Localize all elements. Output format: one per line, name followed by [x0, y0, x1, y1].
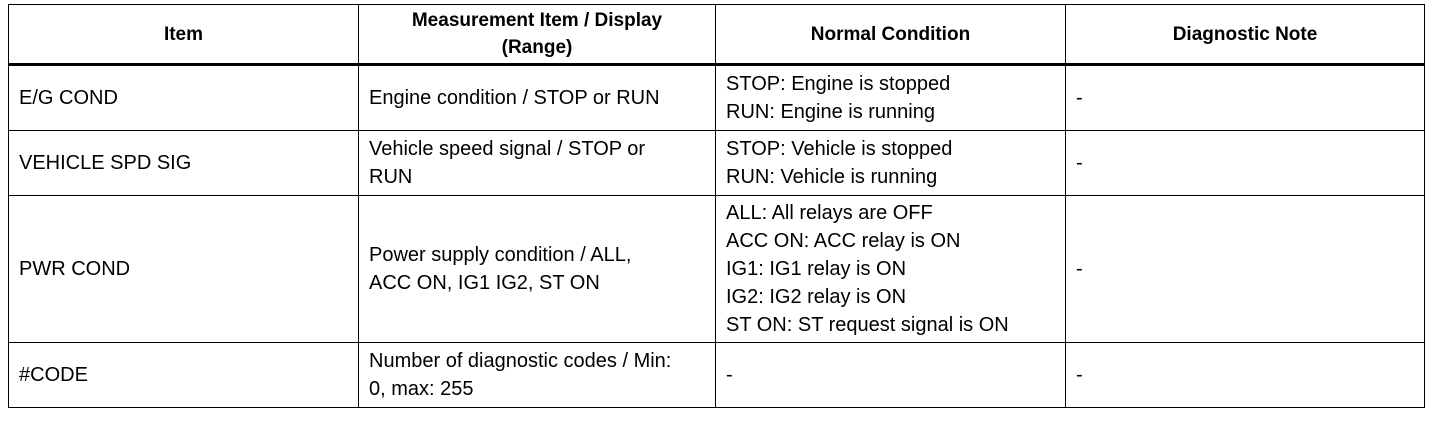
table-row — [9, 343, 1425, 408]
cell-item: #CODE — [9, 343, 359, 408]
cell-line: - — [726, 364, 733, 386]
cell-item: PWR COND — [9, 196, 359, 343]
cell-measurement — [359, 196, 716, 343]
header-measurement-line: Measurement Item / Display — [411, 10, 663, 31]
cell-line: Engine condition / STOP or RUN — [369, 87, 660, 109]
cell-diagnostic-note: - — [1066, 196, 1425, 343]
table-row — [9, 131, 1425, 196]
cell-line: ACC ON, IG1 IG2, ST ON — [369, 272, 600, 294]
cell-diagnostic-note: - — [1066, 131, 1425, 196]
cell-line: ACC ON: ACC relay is ON — [726, 230, 961, 252]
cell-line: 0, max: 255 — [369, 378, 474, 400]
cell-diagnostic-note: - — [1066, 65, 1425, 131]
table-row — [9, 65, 1425, 131]
cell-line: STOP: Vehicle is stopped — [726, 138, 953, 160]
header-measurement-line: (Range) — [501, 37, 573, 58]
header-item: Item — [9, 5, 359, 65]
cell-line: Number of diagnostic codes / Min: — [369, 350, 672, 372]
header-row — [9, 5, 1425, 65]
cell-normal-condition — [716, 131, 1066, 196]
cell-line: Vehicle speed signal / STOP or — [369, 138, 646, 160]
cell-line: Power supply condition / ALL, — [369, 244, 632, 266]
cell-normal-condition — [716, 196, 1066, 343]
cell-line: ALL: All relays are OFF — [726, 202, 933, 224]
cell-diagnostic-note: - — [1066, 343, 1425, 408]
cell-line: RUN: Engine is running — [726, 101, 935, 123]
cell-normal-condition — [716, 65, 1066, 131]
cell-line: RUN — [369, 166, 413, 188]
cell-line: RUN: Vehicle is running — [726, 166, 938, 188]
cell-line: IG2: IG2 relay is ON — [726, 286, 907, 308]
cell-line: STOP: Engine is stopped — [726, 73, 951, 95]
table-row — [9, 196, 1425, 343]
header-diagnostic-note: Diagnostic Note — [1066, 5, 1425, 65]
cell-line: IG1: IG1 relay is ON — [726, 258, 907, 280]
table-body — [9, 65, 1425, 408]
cell-measurement — [359, 65, 716, 131]
cell-item: E/G COND — [9, 65, 359, 131]
cell-measurement — [359, 343, 716, 408]
cell-line: ST ON: ST request signal is ON — [726, 314, 1009, 336]
data-list-table — [8, 4, 1425, 408]
cell-measurement — [359, 131, 716, 196]
table-header — [9, 5, 1425, 65]
cell-item: VEHICLE SPD SIG — [9, 131, 359, 196]
header-measurement — [359, 5, 716, 65]
header-normal-condition: Normal Condition — [716, 5, 1066, 65]
cell-normal-condition — [716, 343, 1066, 408]
